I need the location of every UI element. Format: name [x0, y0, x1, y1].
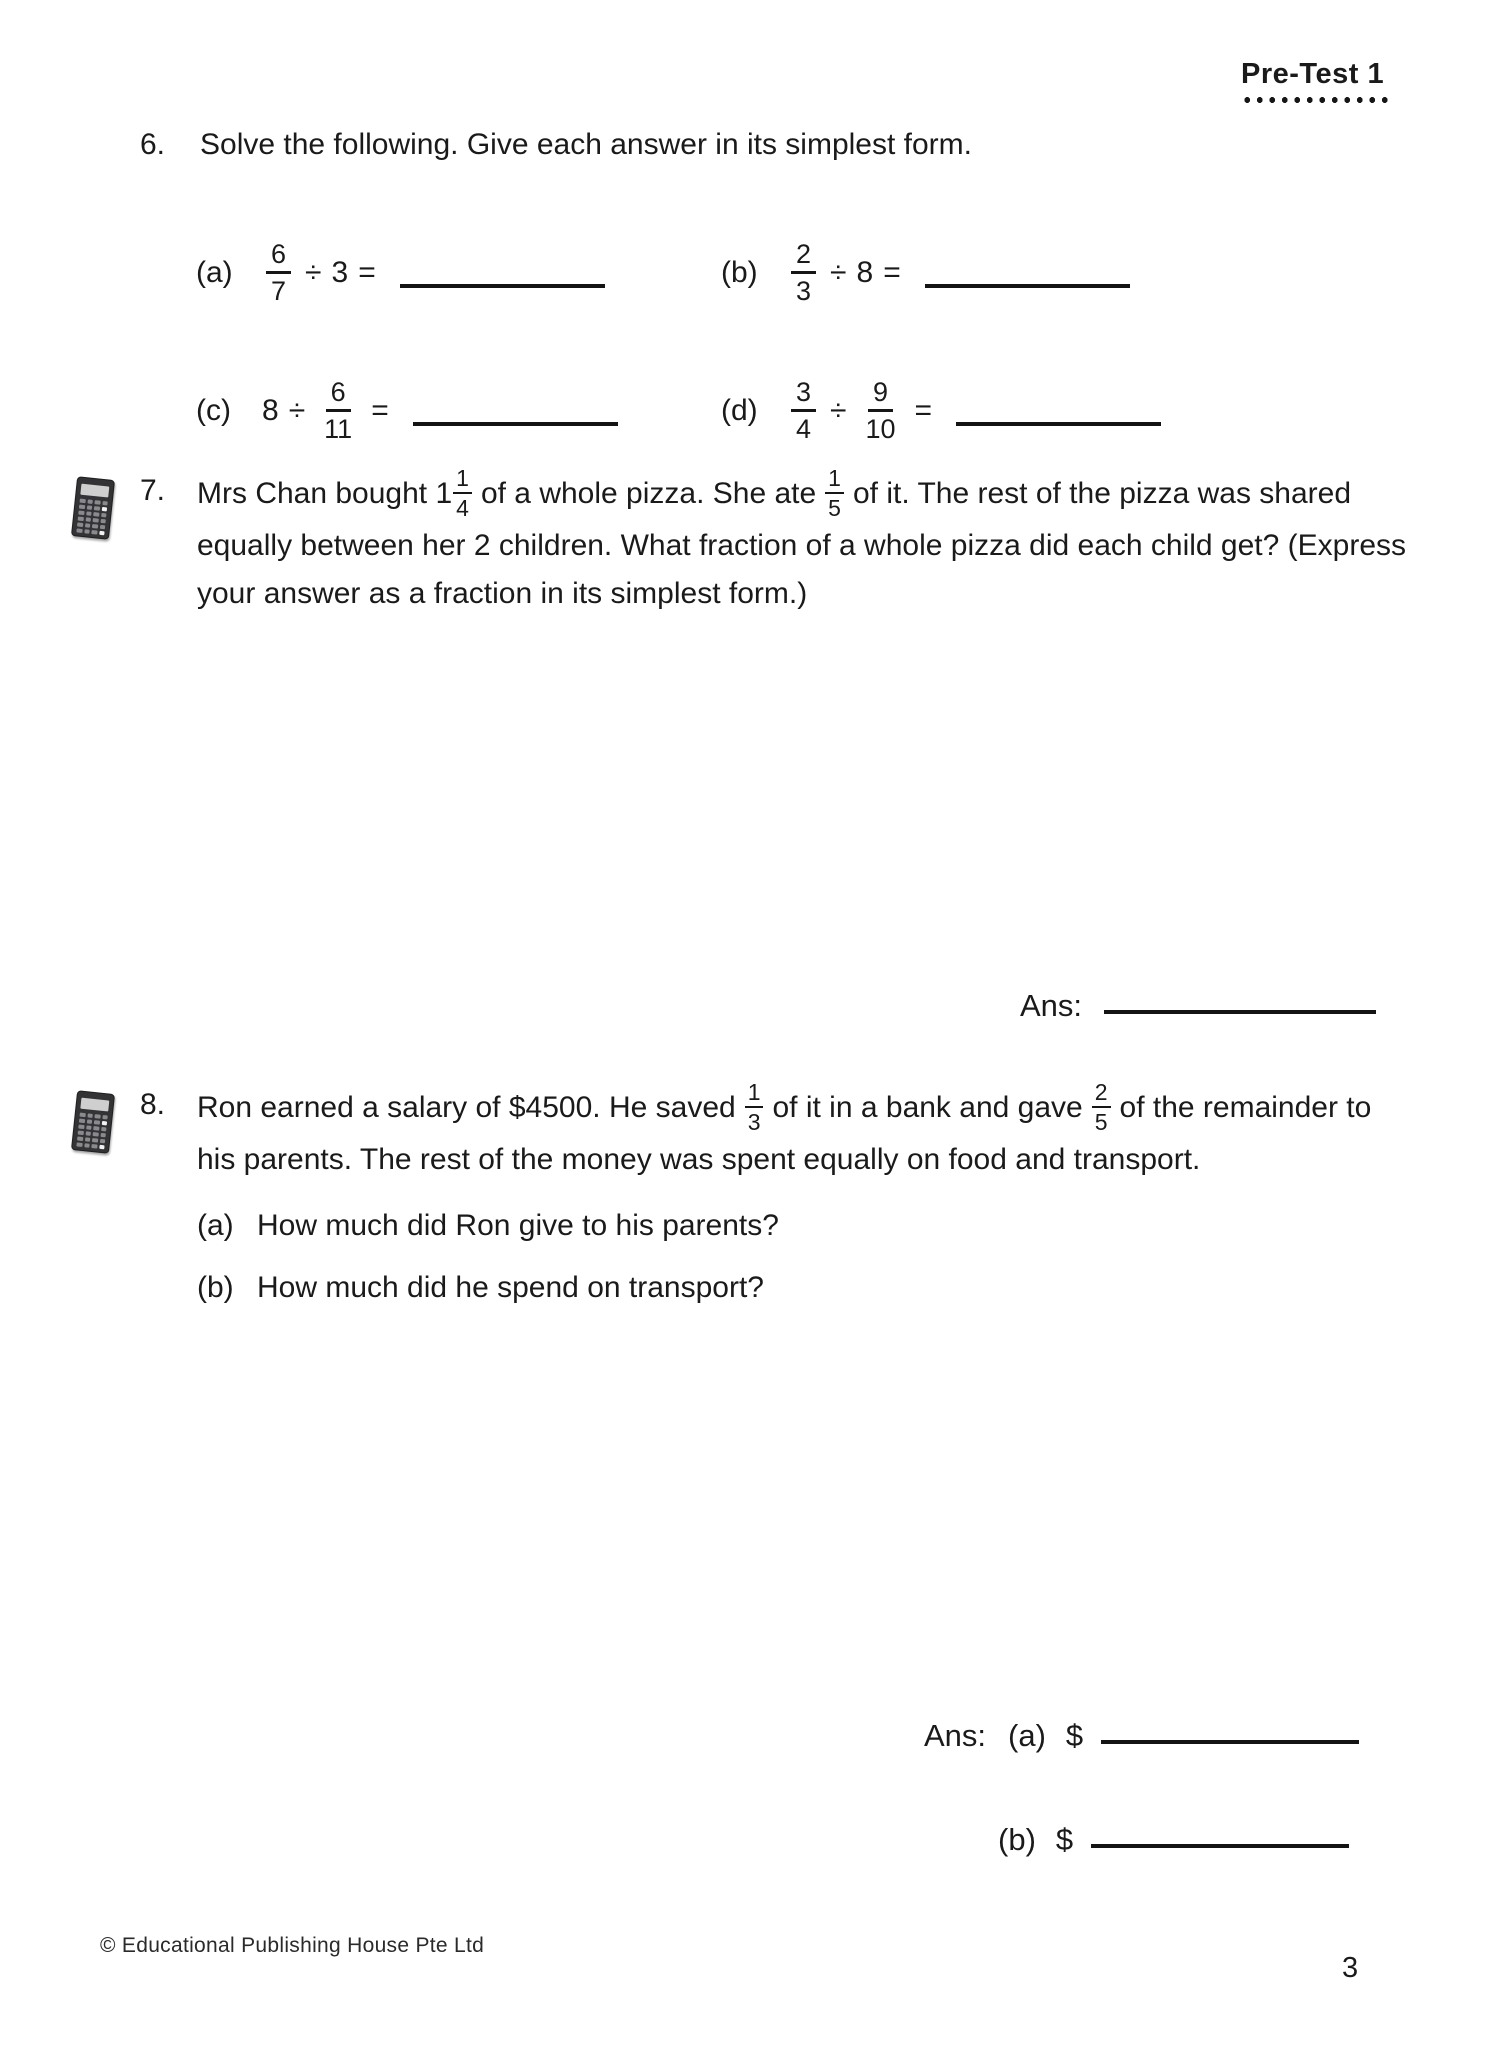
answer-blank[interactable] — [413, 422, 618, 426]
calculator-screen — [80, 1098, 109, 1112]
fraction-denominator: 5 — [1094, 1109, 1108, 1136]
fraction-numerator: 1 — [745, 1080, 764, 1108]
calculator-screen — [80, 484, 109, 498]
question-8 — [0, 1079, 1497, 1312]
q7-answer-row — [1020, 988, 1376, 1024]
q8-text-seg3: of the remainder to his parents. The rest of the money was spent equally on food and transport. — [197, 1091, 1372, 1177]
part-label: (c) — [196, 393, 231, 427]
mixed-number-fraction — [453, 466, 472, 520]
part-label: (d) — [721, 393, 758, 427]
expression — [262, 240, 605, 306]
answer-label: Ans: — [924, 1718, 987, 1753]
q6-part-c — [196, 378, 721, 444]
question-prompt: Solve the following. Give each answer in its simplest form. — [200, 128, 972, 161]
equals-sign: = — [883, 255, 901, 289]
expression — [262, 378, 618, 444]
divide-operator: ÷ — [830, 393, 847, 427]
part-label: (a) — [196, 255, 233, 289]
fraction — [319, 378, 357, 444]
equals-sign: = — [914, 393, 933, 427]
calculator-icon — [71, 476, 115, 540]
fraction-denominator: 3 — [747, 1109, 761, 1136]
part-label: (b) — [721, 255, 758, 289]
question-6-parts — [0, 240, 1497, 443]
calculator-keys — [76, 1113, 107, 1150]
q8-subparts — [197, 1202, 1412, 1312]
subpart-text: How much did Ron give to his parents? — [257, 1209, 779, 1243]
expression — [787, 378, 1161, 444]
fraction — [791, 378, 816, 444]
question-text — [197, 465, 1412, 618]
fraction-denominator: 5 — [828, 495, 841, 522]
fraction-denominator: 10 — [865, 414, 896, 445]
fraction-denominator: 4 — [456, 495, 469, 522]
divide-operator: ÷ — [830, 255, 847, 289]
page-number: 3 — [1342, 1952, 1359, 1984]
fraction-numerator: 1 — [453, 466, 472, 494]
equals-sign: = — [358, 255, 376, 289]
answer-part-label: (b) — [998, 1822, 1036, 1857]
page-header — [1241, 58, 1389, 104]
q7-text-seg2: of a whole pizza. She ate — [480, 477, 817, 511]
calculator-icon — [71, 1090, 115, 1154]
q8-text-seg1: Ron earned a salary of $4500. He saved — [197, 1091, 736, 1125]
fraction-denominator: 3 — [796, 276, 812, 307]
answer-blank[interactable] — [956, 422, 1161, 426]
page-title: Pre-Test 1 — [1241, 58, 1385, 90]
question-6 — [0, 128, 1497, 443]
answer-part-label: (a) — [1008, 1718, 1046, 1753]
answer-blank[interactable] — [400, 284, 605, 288]
divide-operator: ÷ — [305, 255, 322, 289]
operand: 3 — [331, 255, 349, 289]
answer-blank[interactable] — [1104, 1010, 1376, 1014]
divide-operator: ÷ — [288, 393, 306, 427]
expression — [787, 240, 1130, 306]
fraction-numerator: 2 — [1092, 1080, 1111, 1108]
inline-fraction — [825, 466, 844, 520]
fraction-denominator: 4 — [796, 414, 812, 445]
fraction — [861, 378, 901, 444]
fraction-numerator: 2 — [791, 240, 816, 274]
calculator-keys — [76, 499, 107, 536]
fraction-numerator: 3 — [791, 378, 816, 412]
q6-part-b — [721, 240, 1497, 306]
q8-subpart-b — [197, 1264, 1412, 1312]
fraction — [791, 240, 816, 306]
q7-text-seg1: Mrs Chan bought 1 — [197, 477, 453, 511]
question-text — [197, 1079, 1412, 1312]
inline-fraction — [745, 1080, 764, 1134]
q6-part-d — [721, 378, 1497, 444]
question-6-prompt-row — [0, 128, 1497, 162]
question-7 — [0, 465, 1497, 618]
dollar-sign: $ — [1055, 1822, 1074, 1857]
answer-blank[interactable] — [1101, 1740, 1359, 1744]
q6-part-a — [196, 240, 721, 306]
subpart-label: (a) — [197, 1209, 234, 1243]
q8-subpart-a — [197, 1202, 1412, 1250]
inline-fraction — [1092, 1080, 1111, 1134]
fraction-numerator: 6 — [326, 378, 351, 412]
q8-text-seg2: of it in a bank and gave — [772, 1091, 1083, 1125]
question-number: 8. — [140, 1088, 166, 1121]
subpart-label: (b) — [197, 1271, 234, 1305]
fraction-numerator: 6 — [266, 240, 291, 274]
subpart-text: How much did he spend on transport? — [257, 1271, 764, 1305]
question-number: 6. — [140, 128, 166, 161]
operand: 8 — [262, 393, 279, 427]
question-number: 7. — [140, 474, 166, 507]
operand: 8 — [856, 255, 874, 289]
copyright-notice: © Educational Publishing House Pte Ltd — [100, 1934, 485, 1957]
fraction — [266, 240, 291, 306]
answer-label: Ans: — [1020, 988, 1083, 1023]
q8-answer-row-a — [924, 1718, 1359, 1754]
fraction-numerator: 1 — [825, 466, 844, 494]
fraction-numerator: 9 — [868, 378, 893, 412]
equals-sign: = — [371, 393, 389, 427]
answer-blank[interactable] — [925, 284, 1130, 288]
title-dotted-underline — [1241, 96, 1389, 104]
q8-answer-row-b — [998, 1822, 1349, 1858]
answer-blank[interactable] — [1091, 1844, 1349, 1848]
fraction-denominator: 11 — [324, 414, 353, 445]
dollar-sign: $ — [1065, 1718, 1084, 1753]
q7-text-seg3: of it. The rest of the pizza was shared equally between her 2 children. What fraction of a whole pizza did each child get? (Express your answer as a fraction in its simplest form.) — [197, 477, 1407, 611]
fraction-denominator: 7 — [271, 276, 287, 307]
